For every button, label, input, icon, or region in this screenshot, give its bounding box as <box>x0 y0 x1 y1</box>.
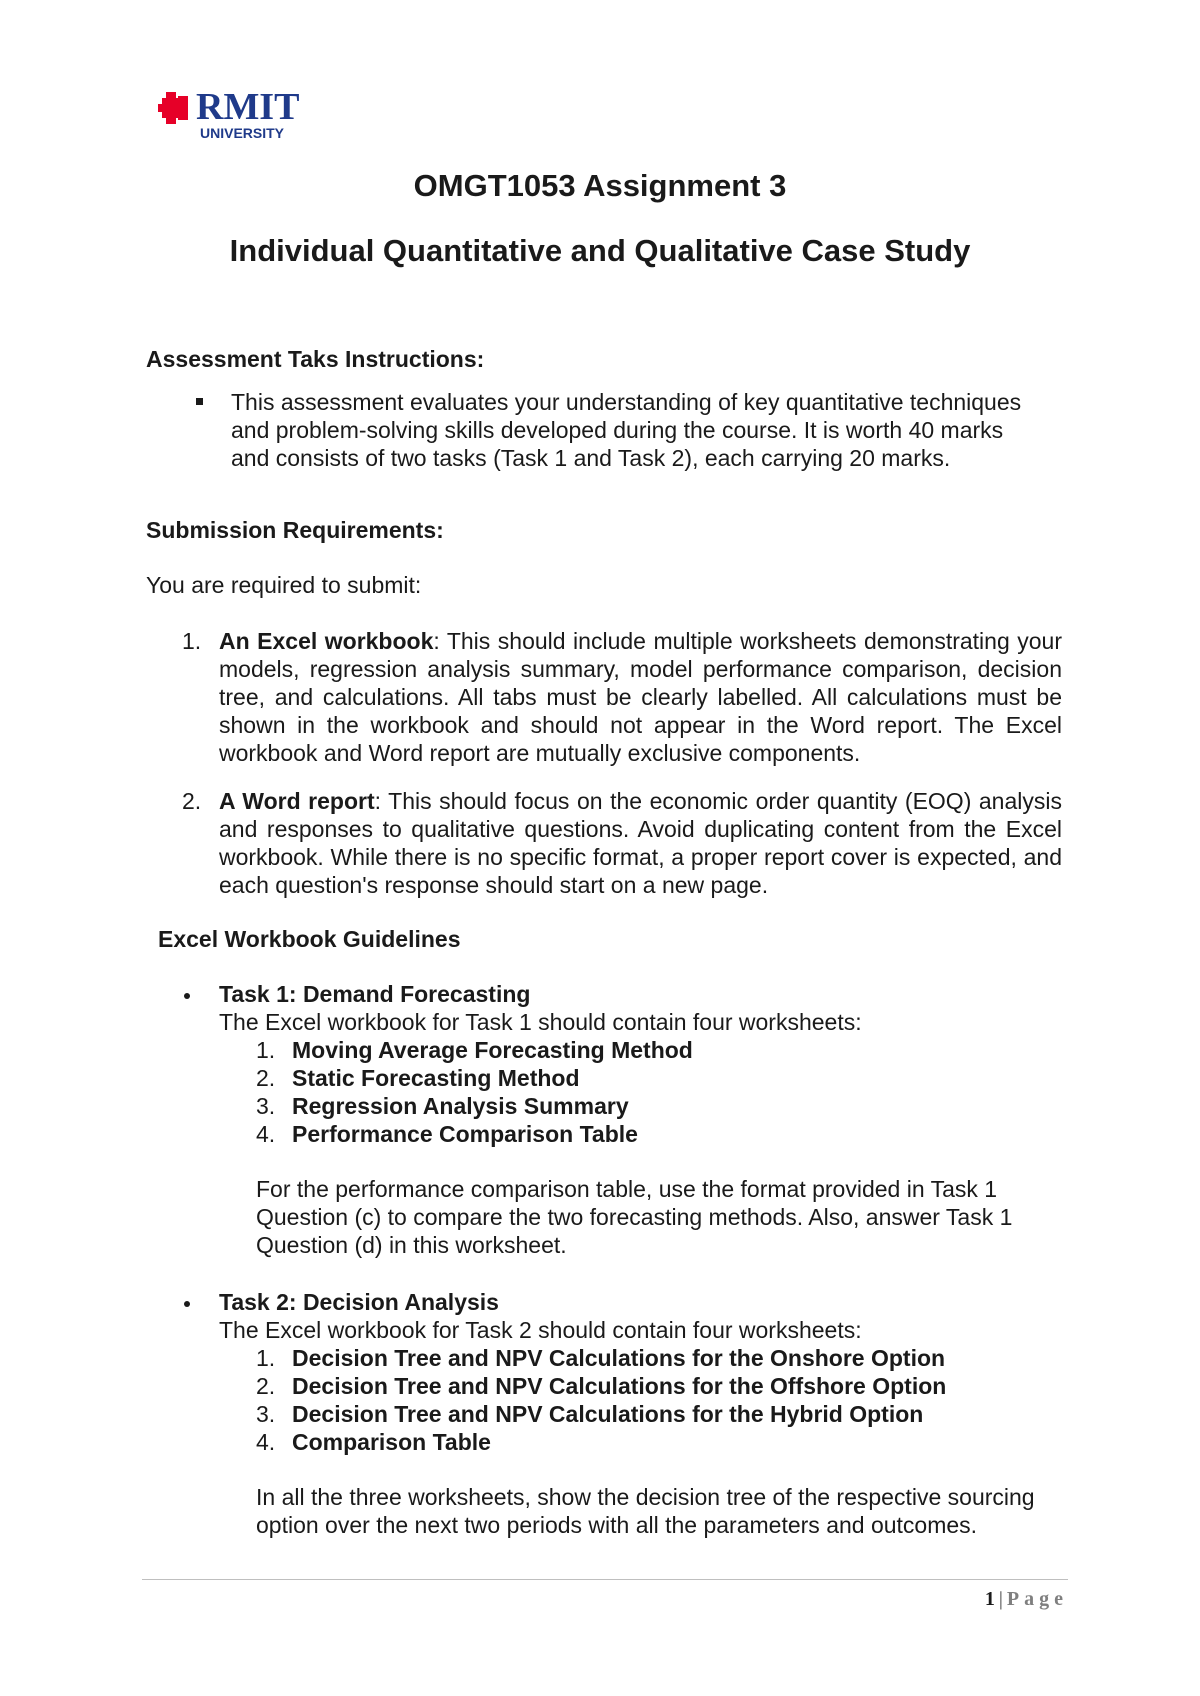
list-number: 1. <box>182 628 202 654</box>
round-bullet-icon <box>184 1301 190 1307</box>
rmit-logo <box>158 86 318 142</box>
submission-heading: Submission Requirements: <box>146 517 444 543</box>
task1-title: Task 1: Demand Forecasting <box>219 981 531 1007</box>
task2-note-line: In all the three worksheets, show the decision tree of the respective sourcing <box>256 1484 1035 1510</box>
worksheet-number: 4. <box>256 1121 276 1147</box>
worksheet-name: Static Forecasting Method <box>292 1065 580 1091</box>
list-number: 2. <box>182 788 202 814</box>
rmit-pixel-mark-icon <box>158 92 188 124</box>
task1-note-line: For the performance comparison table, use the format provided in Task 1 <box>256 1176 998 1202</box>
page-footer <box>985 1588 1068 1611</box>
item-text: : This should focus on the economic order quantity (EOQ) analysis and responses to qualitative questions. Avoid duplicating content from the Excel workbook. While there is no specific format, a proper report cover is expected, and each question's response should start on a new page. <box>219 788 1062 898</box>
assessment-heading: Assessment Taks Instructions: <box>146 346 485 372</box>
assessment-line: and consists of two tasks (Task 1 and Task 2), each carrying 20 marks. <box>231 445 951 471</box>
worksheet-name: Decision Tree and NPV Calculations for the Offshore Option <box>292 1373 947 1399</box>
worksheet-name: Decision Tree and NPV Calculations for the Hybrid Option <box>292 1401 924 1427</box>
logo-wordmark: RMIT <box>196 86 300 128</box>
worksheet-name: Comparison Table <box>292 1429 491 1455</box>
worksheet-name: Performance Comparison Table <box>292 1121 638 1147</box>
task2-intro: The Excel workbook for Task 2 should contain four worksheets: <box>219 1317 862 1343</box>
task1-note-line: Question (d) in this worksheet. <box>256 1232 567 1258</box>
square-bullet-icon <box>196 398 203 405</box>
submission-item-excel <box>219 627 1062 767</box>
item-label: A Word report <box>219 788 375 814</box>
excel-guidelines-heading: Excel Workbook Guidelines <box>158 926 461 952</box>
footer-separator: | <box>998 1588 1003 1610</box>
item-text: : This should include multiple worksheets demonstrating your models, regression analysis summary, model performance comparison, decision tree, and calculations. All tabs must be clearly labelled. All calculations must be shown in the workbook and should not appear in the Word report. The Excel workbook and Word report are mutually exclusive components. <box>219 628 1062 766</box>
worksheet-name: Regression Analysis Summary <box>292 1093 629 1119</box>
task1-note-line: Question (c) to compare the two forecasting methods. Also, answer Task 1 <box>256 1204 1013 1230</box>
logo-subtext: UNIVERSITY <box>200 125 285 141</box>
worksheet-name: Decision Tree and NPV Calculations for the Onshore Option <box>292 1345 946 1371</box>
worksheet-number: 1. <box>256 1037 276 1063</box>
worksheet-number: 3. <box>256 1401 276 1427</box>
worksheet-name: Moving Average Forecasting Method <box>292 1037 693 1063</box>
worksheet-number: 3. <box>256 1093 276 1119</box>
task2-note-line: option over the next two periods with all the parameters and outcomes. <box>256 1512 978 1538</box>
item-label: An Excel workbook <box>219 628 434 654</box>
document-title: OMGT1053 Assignment 3 <box>413 168 787 203</box>
worksheet-number: 4. <box>256 1429 276 1455</box>
footer-divider <box>142 1579 1068 1580</box>
page-word: Page <box>1006 1588 1068 1610</box>
worksheet-number: 2. <box>256 1373 276 1399</box>
worksheet-number: 2. <box>256 1065 276 1091</box>
assessment-line: This assessment evaluates your understanding of key quantitative techniques <box>231 389 1022 415</box>
submission-intro: You are required to submit: <box>146 572 422 598</box>
assessment-line: and problem-solving skills developed during the course. It is worth 40 marks <box>231 417 1004 443</box>
document-subtitle: Individual Quantitative and Qualitative Case Study <box>229 233 971 268</box>
worksheet-number: 1. <box>256 1345 276 1371</box>
task2-title: Task 2: Decision Analysis <box>219 1289 499 1315</box>
page-number: 1 <box>984 1588 995 1610</box>
task1-intro: The Excel workbook for Task 1 should contain four worksheets: <box>219 1009 862 1035</box>
round-bullet-icon <box>184 993 190 999</box>
submission-item-word <box>219 787 1062 899</box>
